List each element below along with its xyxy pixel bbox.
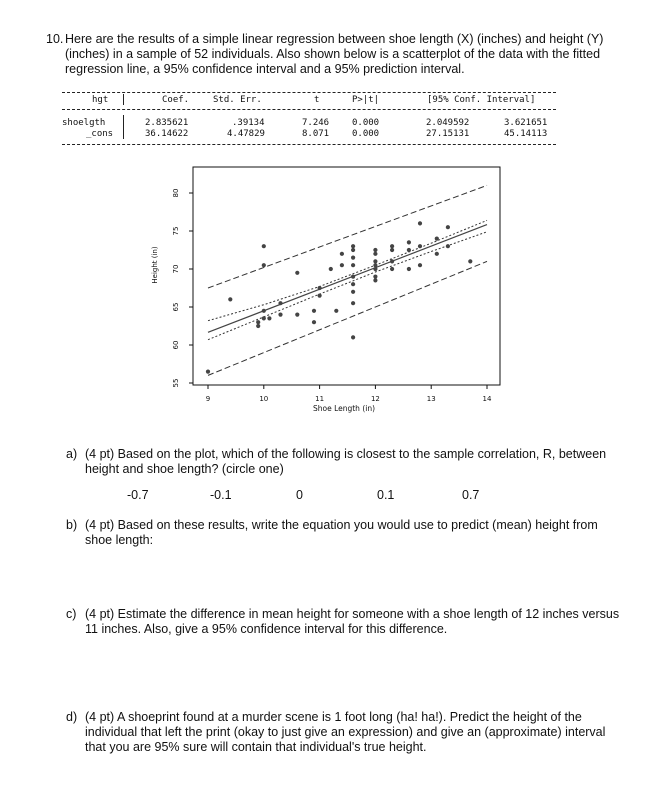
data-point xyxy=(373,267,377,271)
data-point xyxy=(435,252,439,256)
row-cons-se: 4.47829 xyxy=(227,129,265,139)
prediction-interval-band xyxy=(208,185,487,375)
data-point xyxy=(318,294,322,298)
data-point xyxy=(340,263,344,267)
data-point xyxy=(351,244,355,248)
part-b xyxy=(66,518,626,548)
y-tick-label: 60 xyxy=(172,340,180,350)
question-number: 10. xyxy=(46,32,64,46)
data-point xyxy=(418,244,422,248)
data-point xyxy=(295,271,299,275)
choice-neg-0-7[interactable]: -0.7 xyxy=(127,488,149,502)
data-point xyxy=(206,370,210,374)
row-cons-ci-hi: 45.14113 xyxy=(504,129,548,139)
data-point xyxy=(312,309,316,313)
row-shoelgth-name: shoelgth xyxy=(62,118,106,128)
row-shoelgth-coef: 2.835621 xyxy=(145,118,189,128)
table-header-t: t xyxy=(314,95,320,105)
data-point xyxy=(351,263,355,267)
y-tick-label: 70 xyxy=(172,264,180,274)
part-a-text: (4 pt) Based on the plot, which of the following is closest to the sample correlation, R, between height and shoe length? (circle one) xyxy=(85,447,607,476)
y-axis-label: Height (in) xyxy=(151,246,159,284)
table-header-ci: [95% Conf. Interval] xyxy=(427,95,536,105)
data-point xyxy=(351,275,355,279)
data-point xyxy=(318,286,322,290)
x-tick-label: 9 xyxy=(205,395,211,403)
data-point xyxy=(418,221,422,225)
data-point xyxy=(262,316,266,320)
row-cons-name: _cons xyxy=(86,129,114,139)
data-point xyxy=(312,320,316,324)
data-point xyxy=(435,237,439,241)
choice-0-7[interactable]: 0.7 xyxy=(462,488,480,502)
data-point xyxy=(390,267,394,271)
data-point xyxy=(373,275,377,279)
part-a xyxy=(66,447,626,477)
data-point xyxy=(262,244,266,248)
table-header-p: P>|t| xyxy=(352,95,380,105)
data-point xyxy=(407,267,411,271)
x-tick-label: 14 xyxy=(482,395,492,403)
row-shoelgth-se: .39134 xyxy=(232,118,265,128)
data-point xyxy=(446,244,450,248)
x-tick-label: 11 xyxy=(315,395,325,403)
y-tick-label: 55 xyxy=(172,378,180,388)
data-point xyxy=(418,263,422,267)
question-text: Here are the results of a simple linear regression between shoe length (X) (inches) and height (Y) (inches) in a sample of 52 individuals. Also shown below is a scatterplot of the data with the fitted regression line, a 95% confidence interval and a 95% prediction interval. xyxy=(65,32,604,76)
part-d xyxy=(66,710,626,755)
choice-0-1[interactable]: 0.1 xyxy=(377,488,395,502)
table-header-hgt: hgt xyxy=(92,95,109,105)
data-point xyxy=(351,256,355,260)
x-axis-label: Shoe Length (in) xyxy=(312,404,376,413)
row-shoelgth-p: 0.000 xyxy=(352,118,380,128)
data-point xyxy=(373,259,377,263)
data-point xyxy=(228,297,232,301)
part-c-label: c) xyxy=(66,607,77,621)
data-point xyxy=(329,267,333,271)
y-tick-label: 65 xyxy=(172,302,180,312)
y-tick-label: 80 xyxy=(172,188,180,198)
data-point xyxy=(256,320,260,324)
x-tick-label: 10 xyxy=(259,395,269,403)
row-cons-coef: 36.14622 xyxy=(145,129,189,139)
data-point xyxy=(446,225,450,229)
data-point xyxy=(390,259,394,263)
x-tick-label: 13 xyxy=(426,395,436,403)
data-point xyxy=(351,335,355,339)
part-d-text: (4 pt) A shoeprint found at a murder scene is 1 foot long (ha! ha!). Predict the height of the individual that left the print (okay to just give an expression) and give an (approximate) interval that you are 95% sure will contain that individual's true height. xyxy=(85,710,606,754)
data-point xyxy=(373,252,377,256)
data-point xyxy=(267,316,271,320)
data-point xyxy=(351,282,355,286)
data-point xyxy=(468,259,472,263)
row-cons-ci-lo: 27.15131 xyxy=(426,129,470,139)
data-point xyxy=(373,248,377,252)
data-point xyxy=(340,252,344,256)
data-point xyxy=(407,248,411,252)
data-points xyxy=(206,221,473,373)
part-c-text: (4 pt) Estimate the difference in mean height for someone with a shoe length of 12 inches versus 11 inches. Also, give a 95% confidence interval for this difference. xyxy=(85,607,620,636)
ci-lower-line xyxy=(208,232,487,340)
part-a-label: a) xyxy=(66,447,78,461)
y-tick-label: 75 xyxy=(172,226,180,236)
part-b-label: b) xyxy=(66,518,78,532)
y-axis-ticks xyxy=(172,189,193,388)
data-point xyxy=(351,290,355,294)
row-shoelgth-t: 7.246 xyxy=(302,118,330,128)
data-point xyxy=(373,263,377,267)
pi-upper-line xyxy=(208,185,487,288)
part-b-text: (4 pt) Based on these results, write the equation you would use to predict (mean) height from shoe length: xyxy=(85,518,598,547)
x-axis-ticks xyxy=(206,385,492,403)
data-point xyxy=(407,240,411,244)
data-point xyxy=(351,301,355,305)
confidence-interval-band xyxy=(208,220,487,339)
data-point xyxy=(262,309,266,313)
row-shoelgth-ci-lo: 2.049592 xyxy=(426,118,470,128)
part-c xyxy=(66,607,626,637)
data-point xyxy=(373,278,377,282)
choice-neg-0-1[interactable]: -0.1 xyxy=(210,488,232,502)
table-header-se: Std. Err. xyxy=(213,95,262,105)
row-cons-t: 8.071 xyxy=(302,129,330,139)
data-point xyxy=(390,248,394,252)
data-point xyxy=(334,309,338,313)
data-point xyxy=(256,324,260,328)
table-header-coef: Coef. xyxy=(162,95,190,105)
data-point xyxy=(278,301,282,305)
x-tick-label: 12 xyxy=(370,395,380,403)
data-point xyxy=(262,263,266,267)
data-point xyxy=(390,244,394,248)
data-point xyxy=(295,313,299,317)
choice-zero[interactable]: 0 xyxy=(296,488,303,502)
data-point xyxy=(351,248,355,252)
part-d-label: d) xyxy=(66,710,78,724)
data-point xyxy=(278,313,282,317)
row-cons-p: 0.000 xyxy=(352,129,380,139)
row-shoelgth-ci-hi: 3.621651 xyxy=(504,118,548,128)
ci-upper-line xyxy=(208,220,487,320)
